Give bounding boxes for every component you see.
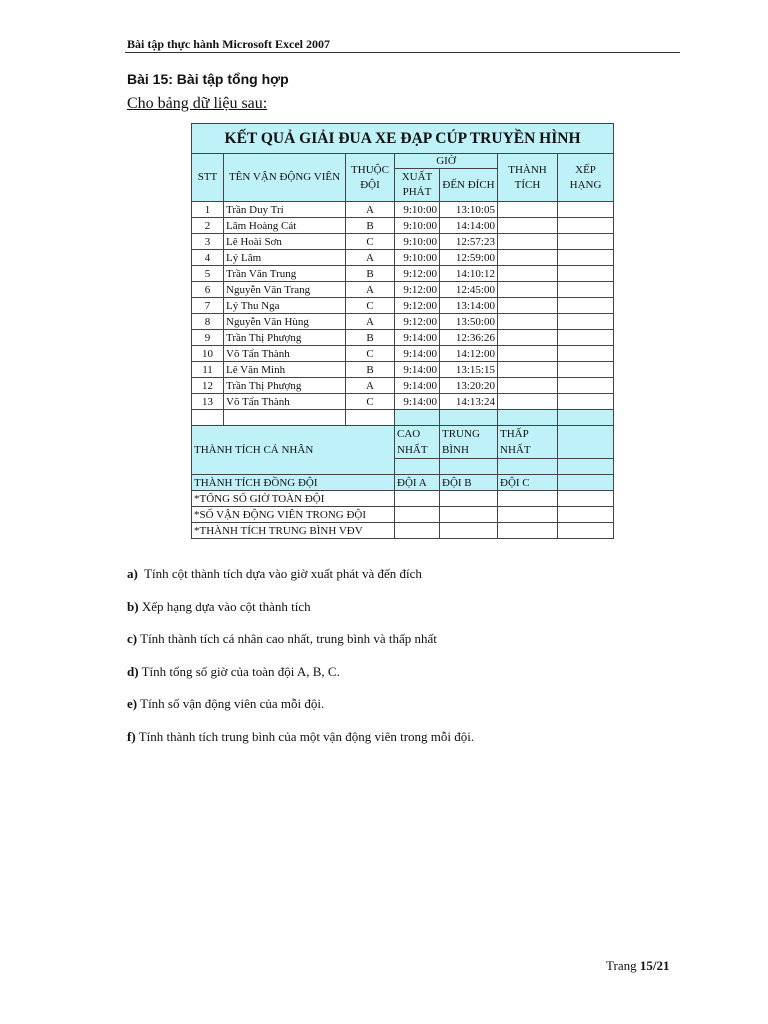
- results-table: [191, 123, 614, 539]
- cell-name: Trần Duy Trí: [224, 202, 346, 218]
- individual-min-header: THẤP NHẤT: [498, 426, 558, 459]
- question-b: b) Xếp hạng dựa vào cột thành tích: [127, 598, 311, 614]
- header-rank: XẾP HẠNG: [558, 154, 614, 202]
- cell-result: [498, 362, 558, 378]
- header-finish: ĐẾN ĐÍCH: [440, 169, 498, 202]
- document-header: Bài tập thực hành Microsoft Excel 2007: [127, 37, 330, 51]
- cell-stt: 4: [192, 250, 224, 266]
- cell-stt: 5: [192, 266, 224, 282]
- cell-stt: 12: [192, 378, 224, 394]
- cell-team: B: [346, 266, 395, 282]
- cell-finish: 14:13:24: [440, 394, 498, 410]
- cell-rank: [558, 378, 614, 394]
- team-row-average: *THÀNH TÍCH TRUNG BÌNH VĐV: [192, 523, 395, 539]
- cell-result: [498, 314, 558, 330]
- cell-start: 9:12:00: [395, 314, 440, 330]
- cell-result: [498, 218, 558, 234]
- cell-finish: 13:14:00: [440, 298, 498, 314]
- team-label: THÀNH TÍCH ĐỒNG ĐỘI: [192, 475, 395, 491]
- table-row: [192, 346, 614, 362]
- question-e: e) Tính số vận động viên của mỗi đội.: [127, 696, 325, 711]
- header-name: TÊN VẬN ĐỘNG VIÊN: [224, 154, 346, 202]
- individual-avg-header: TRUNG BÌNH: [440, 426, 498, 459]
- cell-finish: 13:20:20: [440, 378, 498, 394]
- cell-rank: [558, 298, 614, 314]
- cell-finish: 14:12:00: [440, 346, 498, 362]
- team-row-athlete-count: *SỐ VẬN ĐỘNG VIÊN TRONG ĐỘI: [192, 507, 395, 523]
- cell-team: A: [346, 202, 395, 218]
- cell-start: 9:14:00: [395, 394, 440, 410]
- cell-team: A: [346, 314, 395, 330]
- individual-max-header: CAO NHẤT: [395, 426, 440, 459]
- cell-rank: [558, 346, 614, 362]
- cell-rank: [558, 314, 614, 330]
- cell-start: 9:12:00: [395, 298, 440, 314]
- cell-team: C: [346, 346, 395, 362]
- cell-result: [498, 250, 558, 266]
- cell-result: [498, 266, 558, 282]
- table-row: [192, 250, 614, 266]
- cell-rank: [558, 394, 614, 410]
- table-row: [192, 394, 614, 410]
- cell-name: Lý Thu Nga: [224, 298, 346, 314]
- team-c-header: ĐỘI C: [498, 475, 558, 491]
- cell-name: Lý Lâm: [224, 250, 346, 266]
- cell-finish: 12:45:00: [440, 282, 498, 298]
- cell-team: C: [346, 394, 395, 410]
- table-row: [192, 218, 614, 234]
- cell-finish: 13:50:00: [440, 314, 498, 330]
- cell-finish: 14:14:00: [440, 218, 498, 234]
- cell-result: [498, 282, 558, 298]
- cell-rank: [558, 234, 614, 250]
- cell-team: B: [346, 362, 395, 378]
- cell-stt: 11: [192, 362, 224, 378]
- individual-label: THÀNH TÍCH CÁ NHÂN: [192, 426, 395, 475]
- cell-finish: 12:36:26: [440, 330, 498, 346]
- cell-rank: [558, 202, 614, 218]
- cell-result: [498, 346, 558, 362]
- cell-rank: [558, 250, 614, 266]
- cell-finish: 13:10:05: [440, 202, 498, 218]
- table-row: [192, 362, 614, 378]
- cell-stt: 13: [192, 394, 224, 410]
- cell-result: [498, 378, 558, 394]
- table-row: [192, 266, 614, 282]
- cell-team: C: [346, 298, 395, 314]
- cell-team: A: [346, 378, 395, 394]
- table-row: [192, 202, 614, 218]
- lesson-title: Bài 15: Bài tập tổng hợp: [127, 71, 289, 87]
- question-d: d) Tính tổng số giờ của toàn đội A, B, C.: [127, 663, 340, 679]
- question-f: f) Tính thành tích trung bình của một vận động viên trong mỗi đội.: [127, 728, 475, 744]
- cell-team: C: [346, 234, 395, 250]
- team-row-total-hours: *TỔNG SỐ GIỜ TOÀN ĐỘI: [192, 491, 395, 507]
- table-row: [192, 330, 614, 346]
- cell-rank: [558, 218, 614, 234]
- cell-rank: [558, 330, 614, 346]
- header-start: XUẤT PHÁT: [395, 169, 440, 202]
- table-row: [192, 314, 614, 330]
- cell-start: 9:10:00: [395, 250, 440, 266]
- cell-name: Trần Thị Phượng: [224, 378, 346, 394]
- cell-start: 9:12:00: [395, 282, 440, 298]
- cell-start: 9:12:00: [395, 266, 440, 282]
- header-stt: STT: [192, 154, 224, 202]
- cell-team: B: [346, 330, 395, 346]
- cell-result: [498, 298, 558, 314]
- cell-stt: 2: [192, 218, 224, 234]
- question-a: a) Tính cột thành tích dựa vào giờ xuất phát và đến đích: [127, 566, 422, 581]
- cell-finish: 13:15:15: [440, 362, 498, 378]
- intro-text: Cho bảng dữ liệu sau:: [127, 95, 268, 112]
- cell-stt: 3: [192, 234, 224, 250]
- cell-team: A: [346, 250, 395, 266]
- table-row: [192, 298, 614, 314]
- cell-name: Lâm Hoàng Cát: [224, 218, 346, 234]
- cell-stt: 7: [192, 298, 224, 314]
- cell-finish: 14:10:12: [440, 266, 498, 282]
- question-c: c) Tính thành tích cá nhân cao nhất, trung bình và thấp nhất: [127, 631, 437, 646]
- cell-team: B: [346, 218, 395, 234]
- cell-name: Trần Thị Phượng: [224, 330, 346, 346]
- cell-stt: 8: [192, 314, 224, 330]
- cell-rank: [558, 362, 614, 378]
- table-row: [192, 234, 614, 250]
- page-number: Trang 15/21: [606, 958, 670, 973]
- cell-name: Võ Tấn Thành: [224, 394, 346, 410]
- cell-result: [498, 202, 558, 218]
- cell-name: Lê Văn Minh: [224, 362, 346, 378]
- cell-start: 9:10:00: [395, 202, 440, 218]
- cell-result: [498, 234, 558, 250]
- cell-name: Võ Tấn Thành: [224, 346, 346, 362]
- cell-name: Trần Văn Trung: [224, 266, 346, 282]
- cell-finish: 12:57:23: [440, 234, 498, 250]
- table-row: [192, 378, 614, 394]
- cell-finish: 12:59:00: [440, 250, 498, 266]
- header-time-group: GIỜ: [395, 154, 498, 169]
- team-b-header: ĐỘI B: [440, 475, 498, 491]
- question-list: [127, 566, 687, 761]
- cell-start: 9:10:00: [395, 234, 440, 250]
- header-divider: [125, 52, 680, 53]
- cell-stt: 10: [192, 346, 224, 362]
- cell-start: 9:10:00: [395, 218, 440, 234]
- cell-stt: 9: [192, 330, 224, 346]
- cell-result: [498, 330, 558, 346]
- cell-start: 9:14:00: [395, 362, 440, 378]
- cell-name: Lê Hoài Sơn: [224, 234, 346, 250]
- cell-result: [498, 394, 558, 410]
- cell-name: Nguyễn Văn Hùng: [224, 314, 346, 330]
- cell-rank: [558, 266, 614, 282]
- cell-stt: 6: [192, 282, 224, 298]
- team-a-header: ĐỘI A: [395, 475, 440, 491]
- cell-stt: 1: [192, 202, 224, 218]
- cell-team: A: [346, 282, 395, 298]
- cell-start: 9:14:00: [395, 330, 440, 346]
- table-row: [192, 282, 614, 298]
- cell-start: 9:14:00: [395, 378, 440, 394]
- table-title: KẾT QUẢ GIẢI ĐUA XE ĐẠP CÚP TRUYỀN HÌNH: [192, 124, 614, 154]
- header-team: THUỘC ĐỘI: [346, 154, 395, 202]
- cell-rank: [558, 282, 614, 298]
- cell-start: 9:14:00: [395, 346, 440, 362]
- header-result: THÀNH TÍCH: [498, 154, 558, 202]
- cell-name: Nguyễn Văn Trang: [224, 282, 346, 298]
